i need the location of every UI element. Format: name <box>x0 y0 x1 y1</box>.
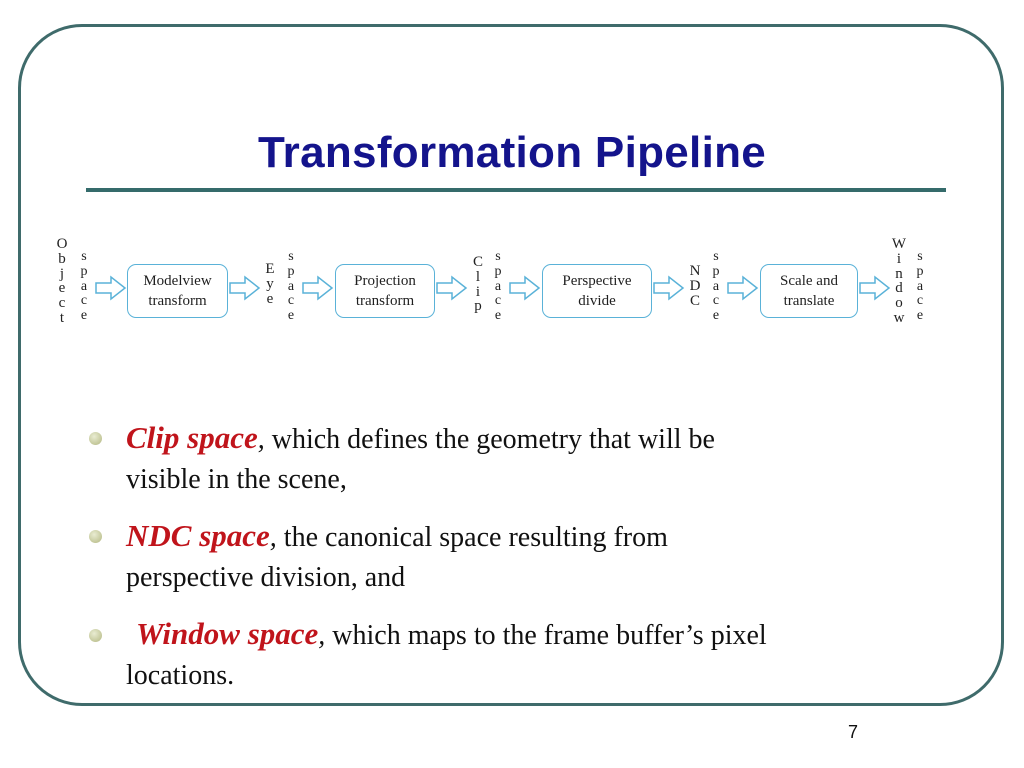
scale-translate-box <box>760 264 858 318</box>
stage-line1: Scale and <box>780 273 838 289</box>
arrow-icon <box>436 275 468 301</box>
label-letter: e <box>266 290 274 307</box>
clip-label <box>470 255 486 314</box>
bullet-icon <box>89 432 102 445</box>
bullet-description: which defines the geometry that will be <box>264 424 715 455</box>
title-underline <box>86 188 946 192</box>
arrow-icon <box>859 275 891 301</box>
bullet-description: which maps to the frame buffer’s pixel <box>325 620 767 651</box>
object-label <box>54 237 70 326</box>
stage-line2: divide <box>578 293 616 309</box>
bullet-term: Window space <box>136 616 319 651</box>
eye-label <box>262 262 278 306</box>
arrow-icon <box>302 275 334 301</box>
bullet-term: NDC space <box>126 518 270 553</box>
eye-space-label <box>283 250 299 324</box>
ndc-space-label <box>708 250 724 324</box>
bullet-term: Clip space <box>126 420 258 455</box>
label-letter: p <box>916 263 924 279</box>
label-letter: a <box>287 278 295 294</box>
window-space-label <box>912 250 928 324</box>
label-letter: a <box>80 278 88 294</box>
label-letter: e <box>494 308 502 324</box>
slide-title: Transformation Pipeline <box>257 128 767 177</box>
label-letter: e <box>80 308 88 324</box>
ndc-label <box>687 264 703 308</box>
label-letter: N <box>689 263 701 279</box>
label-letter: w <box>893 309 905 326</box>
label-letter: p <box>712 263 720 279</box>
label-letter: e <box>287 308 295 324</box>
perspective-divide-box <box>542 264 652 318</box>
label-letter: i <box>475 283 481 300</box>
arrow-icon <box>727 275 759 301</box>
bullet-continuation: locations. <box>126 660 235 691</box>
label-letter: e <box>712 308 720 324</box>
label-letter: D <box>689 277 701 294</box>
label-letter: C <box>689 292 700 309</box>
arrow-icon <box>509 275 541 301</box>
label-letter: i <box>896 250 902 267</box>
label-letter: W <box>891 236 907 252</box>
stage-line1: Perspective <box>562 273 632 289</box>
bullet-separator: , <box>318 620 326 651</box>
label-letter: E <box>265 261 275 277</box>
bullet-icon <box>89 530 102 543</box>
clip-space-label <box>490 250 506 324</box>
label-letter: t <box>59 309 65 326</box>
stage-line2: transform <box>148 293 207 309</box>
label-letter: n <box>895 265 903 282</box>
label-letter: p <box>80 263 88 279</box>
arrow-icon <box>229 275 261 301</box>
bullet-window-space <box>126 614 926 696</box>
projection-transform-box <box>335 264 435 318</box>
bullet-clip-space <box>126 418 926 500</box>
label-letter: p <box>494 263 502 279</box>
label-letter: C <box>472 254 483 270</box>
bullet-continuation: perspective division, and <box>126 562 406 593</box>
label-letter: o <box>895 295 903 312</box>
label-letter: c <box>494 293 502 309</box>
stage-line1: Projection <box>354 273 416 289</box>
label-letter: j <box>59 265 65 282</box>
label-letter: y <box>266 275 274 292</box>
stage-line2: translate <box>783 293 835 309</box>
label-letter: e <box>58 280 66 297</box>
arrow-icon <box>95 275 127 301</box>
bullet-ndc-space <box>126 516 926 598</box>
slide-frame <box>18 24 1004 706</box>
label-letter: s <box>495 249 501 264</box>
stage-line2: transform <box>355 293 415 309</box>
label-letter: s <box>713 249 719 264</box>
page-number: 7 <box>848 722 859 742</box>
label-letter: c <box>80 293 88 309</box>
label-letter: d <box>895 280 903 297</box>
label-letter: s <box>917 249 923 264</box>
label-letter: s <box>288 249 294 264</box>
label-letter: c <box>916 293 924 309</box>
stage-line1: Modelview <box>143 273 212 289</box>
label-letter: b <box>58 250 66 267</box>
bullet-separator: , <box>257 424 265 455</box>
label-letter: s <box>81 249 87 264</box>
bullet-continuation: visible in the scene, <box>126 464 347 495</box>
bullet-separator: , <box>269 522 277 553</box>
label-letter: l <box>475 268 481 285</box>
label-letter: p <box>474 298 482 315</box>
modelview-transform-box <box>127 264 228 318</box>
label-letter: O <box>56 236 68 252</box>
object-space-label <box>76 250 92 324</box>
label-letter: e <box>916 308 924 324</box>
label-letter: a <box>916 278 924 294</box>
label-letter: a <box>712 278 720 294</box>
label-letter: c <box>712 293 720 309</box>
arrow-icon <box>653 275 685 301</box>
window-label <box>891 237 907 326</box>
label-letter: p <box>287 263 295 279</box>
bullet-description: the canonical space resulting from <box>276 522 668 553</box>
label-letter: c <box>58 295 66 312</box>
label-letter: c <box>287 293 295 309</box>
bullet-icon <box>89 629 102 642</box>
label-letter: a <box>494 278 502 294</box>
